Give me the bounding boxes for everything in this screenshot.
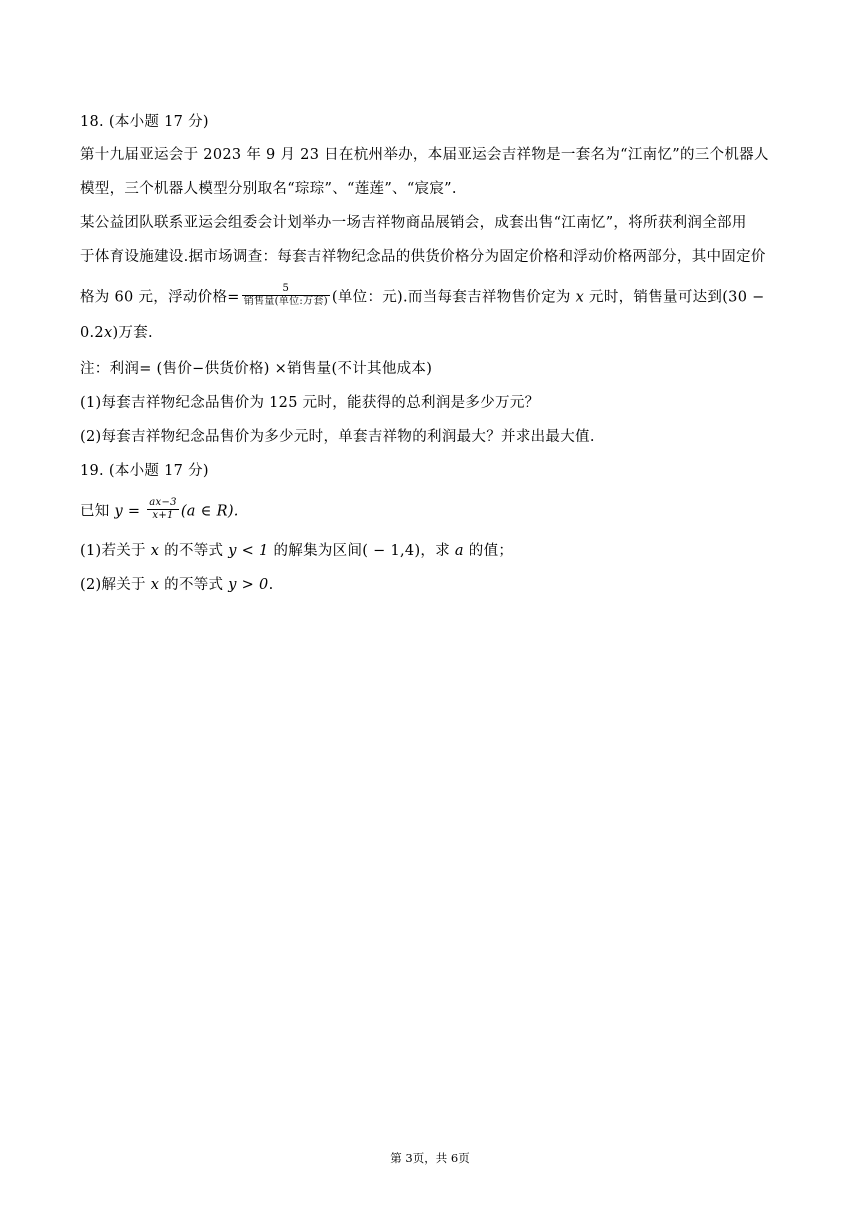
floating-price-fraction [242,283,330,308]
q19-part-2-b: 的不等式 [159,577,229,593]
q19-part-1-d: 的值； [463,543,514,559]
q18-line-3-text: 某公益团队联系亚运会组委会计划举办一场吉祥物商品展销会，成套出售“江南忆”，将所获利润全部用 [80,215,747,231]
q18-line-5-pre: 格为 60 元，浮动价格= [80,289,240,306]
q18-line-6-b: )万套. [112,325,153,341]
q19-given-pre: 已知 [80,503,115,520]
q18-part-2 [80,427,780,447]
q18-line-1 [80,145,780,165]
q18-header [80,112,780,132]
q18-line-2-text: 模型，三个机器人模型分别取名“琮琮”、“莲莲”、“宸宸”. [80,181,457,197]
variable-a: a [454,543,464,559]
q18-note [80,359,780,379]
q19-given [80,499,780,524]
q19-part-1-a: (1)若关于 [80,543,151,559]
q19-part-1-b: 的不等式 [159,543,229,559]
q19-part-2 [80,575,780,595]
variable-x: x [150,543,160,559]
q18-header-text: 18. (本小题 17 分) [80,114,209,130]
q18-line-5 [80,285,780,310]
variable-x: x [150,577,160,593]
q18-line-4 [80,247,780,267]
fraction-denominator: 销售量(单位:万套) [243,296,328,307]
q19-part-1-c: 的解集为区间( − 1,4)，求 [268,543,455,559]
q19-header-text: 19. (本小题 17 分) [80,463,209,479]
page-footer [0,1150,860,1166]
q18-line-3 [80,213,780,233]
q18-line-4-text: 于体育设施建设.据市场调查：每套吉祥物纪念品的供货价格分为固定价格和浮动价格两部分，其中固定价 [80,249,766,265]
q18-part-1 [80,393,780,413]
variable-x: x [575,289,585,306]
q19-part-2-a: (2)解关于 [80,577,151,593]
variable-y: y [114,503,124,520]
function-fraction [147,497,179,522]
fraction-denominator: x+1 [152,510,174,521]
variable-x: x [103,325,113,341]
equals-sign: = [123,503,146,520]
q19-given-post: (a ∈ R). [180,503,239,520]
q18-line-6 [80,323,780,343]
q18-line-5-post-b: 元时，销售量可达到(30 − [584,289,765,306]
q18-line-5-post-a: (单位：元).而当每套吉祥物售价定为 [331,289,576,306]
page-number: 第 3页，共 6页 [390,1151,470,1165]
q18-part-2-text: (2)每套吉祥物纪念品售价为多少元时，单套吉祥物的利润最大？并求出最大值. [80,429,595,445]
q18-note-text: 注：利润= (售价−供货价格) ×销售量(不计其他成本) [80,361,433,377]
fraction-numerator: ax−3 [149,497,177,508]
q19-part-1 [80,541,780,561]
inequality: y > 0 [228,577,269,593]
q19-part-2-c: . [268,577,274,593]
q18-line-6-a: 0.2 [80,325,104,341]
inequality: y < 1 [228,543,269,559]
q18-line-2 [80,179,780,199]
q18-part-1-text: (1)每套吉祥物纪念品售价为 125 元时，能获得的总利润是多少万元？ [80,395,540,411]
q18-line-1-text: 第十九届亚运会于 2023 年 9 月 23 日在杭州举办，本届亚运会吉祥物是一套名为“江南忆”的三个机器人 [80,147,769,163]
q19-header [80,461,780,481]
fraction-numerator: 5 [242,283,330,296]
